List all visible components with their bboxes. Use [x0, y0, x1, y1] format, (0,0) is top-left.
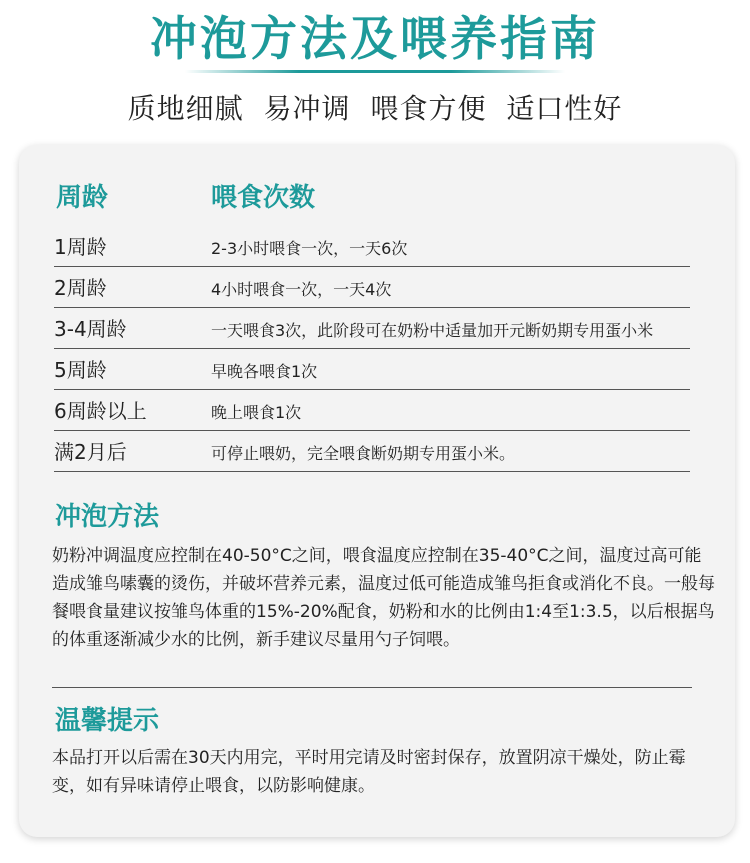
row-age: 6周龄以上 [54, 399, 147, 423]
table-row [54, 349, 690, 390]
row-frequency: 晚上喂食1次 [211, 403, 302, 422]
table-header-age: 周龄 [56, 183, 109, 213]
row-frequency: 早晚各喂食1次 [211, 362, 318, 381]
row-age: 1周龄 [54, 235, 107, 259]
page-title: 冲泡方法及喂养指南 [150, 12, 600, 67]
table-row [54, 390, 690, 431]
row-frequency: 4小时喂食一次，一天4次 [211, 280, 392, 299]
method-text: 奶粉冲调温度应控制在40-50°C之间，喂食温度应控制在35-40°C之间，温度过高可能造成雏鸟嗉囊的烫伤，并破坏营养元素，温度过低可能造成雏鸟拒食或消化不良。一般每餐喂食量建议按雏鸟体重的15%-20%配食，奶粉和水的比例由1:4至1:3.5，以后根据鸟的体重逐渐减少水的比例，新手建议尽量用勺子饲喂。 [52, 546, 715, 650]
row-age: 满2月后 [54, 440, 127, 464]
table-row [54, 431, 690, 472]
method-title: 冲泡方法 [55, 502, 160, 532]
tips-text: 本品打开以后需在30天内用完，平时用完请及时密封保存，放置阴凉干燥处，防止霉变，如有异味请停止喂食，以防影响健康。 [52, 748, 686, 796]
tips-title: 温馨提示 [55, 706, 160, 736]
row-age: 2周龄 [54, 276, 107, 300]
row-frequency: 一天喂食3次，此阶段可在奶粉中适量加开元断奶期专用蛋小米 [211, 321, 654, 340]
table-header-frequency: 喂食次数 [211, 183, 316, 213]
row-age: 5周龄 [54, 358, 107, 382]
table-row [54, 308, 690, 349]
row-frequency: 2-3小时喂食一次，一天6次 [211, 239, 408, 258]
table-row [54, 226, 690, 267]
row-age: 3-4周龄 [54, 317, 127, 341]
subtitle: 质地细腻 易冲调 喂食方便 适口性好 [127, 92, 623, 125]
title-underline [185, 70, 565, 73]
row-frequency: 可停止喂奶，完全喂食断奶期专用蛋小米。 [211, 444, 516, 463]
section-divider [52, 687, 692, 688]
table-row [54, 267, 690, 308]
